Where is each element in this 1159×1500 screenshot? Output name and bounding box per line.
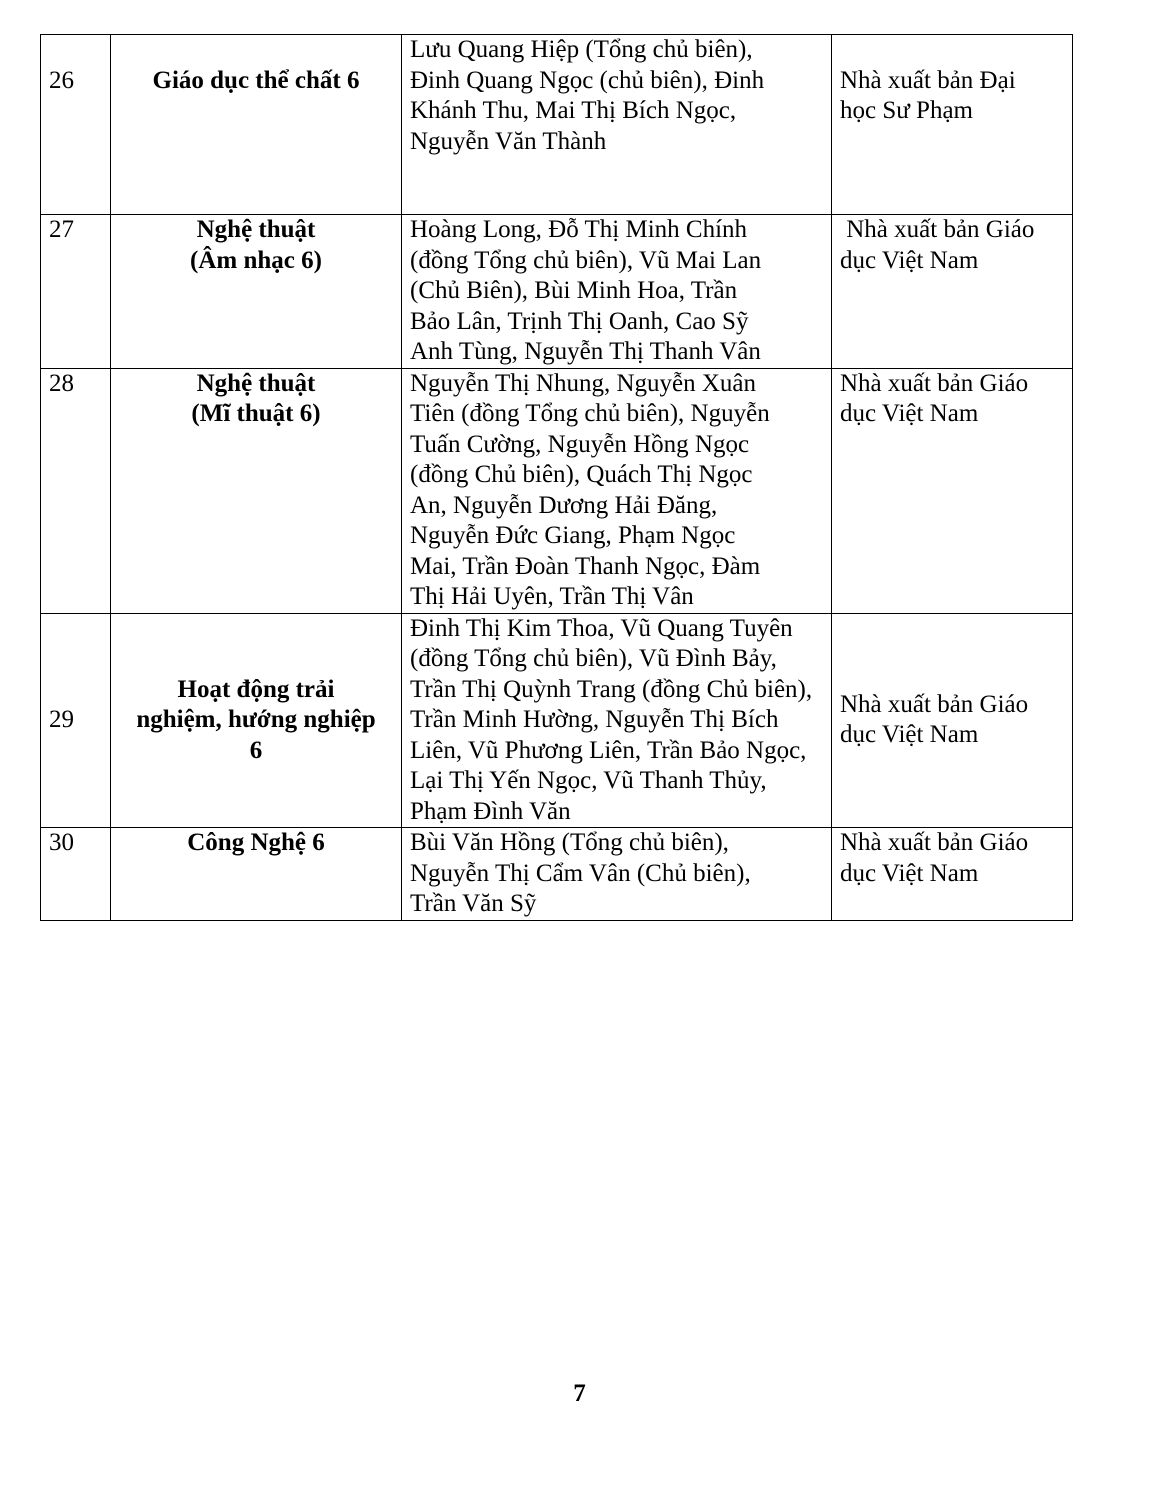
page-number: 7 xyxy=(573,1380,586,1407)
publisher-cell: Nhà xuất bản Giáo dục Việt Nam xyxy=(832,368,1073,613)
subject-cell: Hoạt động trải nghiệm, hướng nghiệp 6 xyxy=(111,613,402,828)
publisher-cell: Nhà xuất bản Đại học Sư Phạm xyxy=(832,35,1073,215)
subject-cell: Công Nghệ 6 xyxy=(111,828,402,921)
publisher-cell: Nhà xuất bản Giáo dục Việt Nam xyxy=(832,828,1073,921)
row-number: 27 xyxy=(41,215,111,369)
table-row xyxy=(41,828,1073,921)
publisher-cell: Nhà xuất bản Giáo dục Việt Nam xyxy=(832,215,1073,369)
table-row xyxy=(41,613,1073,828)
row-number: 29 xyxy=(41,613,111,828)
row-number: 30 xyxy=(41,828,111,921)
publisher-cell: Nhà xuất bản Giáo dục Việt Nam xyxy=(832,613,1073,828)
table-row xyxy=(41,215,1073,369)
row-number: 26 xyxy=(41,35,111,215)
authors-cell: Nguyễn Thị Nhung, Nguyễn Xuân Tiên (đồng Tổng chủ biên), Nguyễn Tuấn Cường, Nguyễn Hồng Ngọc (đồng Chủ biên), Quách Thị Ngọc An, Nguyễn Dương Hải Đăng, Nguyễn Đức Giang, Phạm Ngọc Mai, Trần Đoàn Thanh Ngọc, Đàm Thị Hải Uyên, Trần Thị Vân xyxy=(402,368,832,613)
authors-cell: Lưu Quang Hiệp (Tổng chủ biên), Đinh Quang Ngọc (chủ biên), Đinh Khánh Thu, Mai Thị Bích Ngọc, Nguyễn Văn Thành xyxy=(402,35,832,215)
textbook-table xyxy=(40,34,1073,921)
authors-cell: Hoàng Long, Đỗ Thị Minh Chính (đồng Tổng chủ biên), Vũ Mai Lan (Chủ Biên), Bùi Minh Hoa, Trần Bảo Lân, Trịnh Thị Oanh, Cao Sỹ Anh Tùng, Nguyễn Thị Thanh Vân xyxy=(402,215,832,369)
table-row xyxy=(41,368,1073,613)
subject-cell: Nghệ thuật (Mĩ thuật 6) xyxy=(111,368,402,613)
subject-cell: Nghệ thuật (Âm nhạc 6) xyxy=(111,215,402,369)
authors-cell: Bùi Văn Hồng (Tổng chủ biên), Nguyễn Thị Cẩm Vân (Chủ biên), Trần Văn Sỹ xyxy=(402,828,832,921)
subject-cell: Giáo dục thể chất 6 xyxy=(111,35,402,215)
table-row xyxy=(41,35,1073,215)
row-number: 28 xyxy=(41,368,111,613)
authors-cell: Đinh Thị Kim Thoa, Vũ Quang Tuyên (đồng Tổng chủ biên), Vũ Đình Bảy, Trần Thị Quỳnh Trang (đồng Chủ biên), Trần Minh Hường, Nguyễn Thị Bích Liên, Vũ Phương Liên, Trần Bảo Ngọc, Lại Thị Yến Ngọc, Vũ Thanh Thủy, Phạm Đình Văn xyxy=(402,613,832,828)
